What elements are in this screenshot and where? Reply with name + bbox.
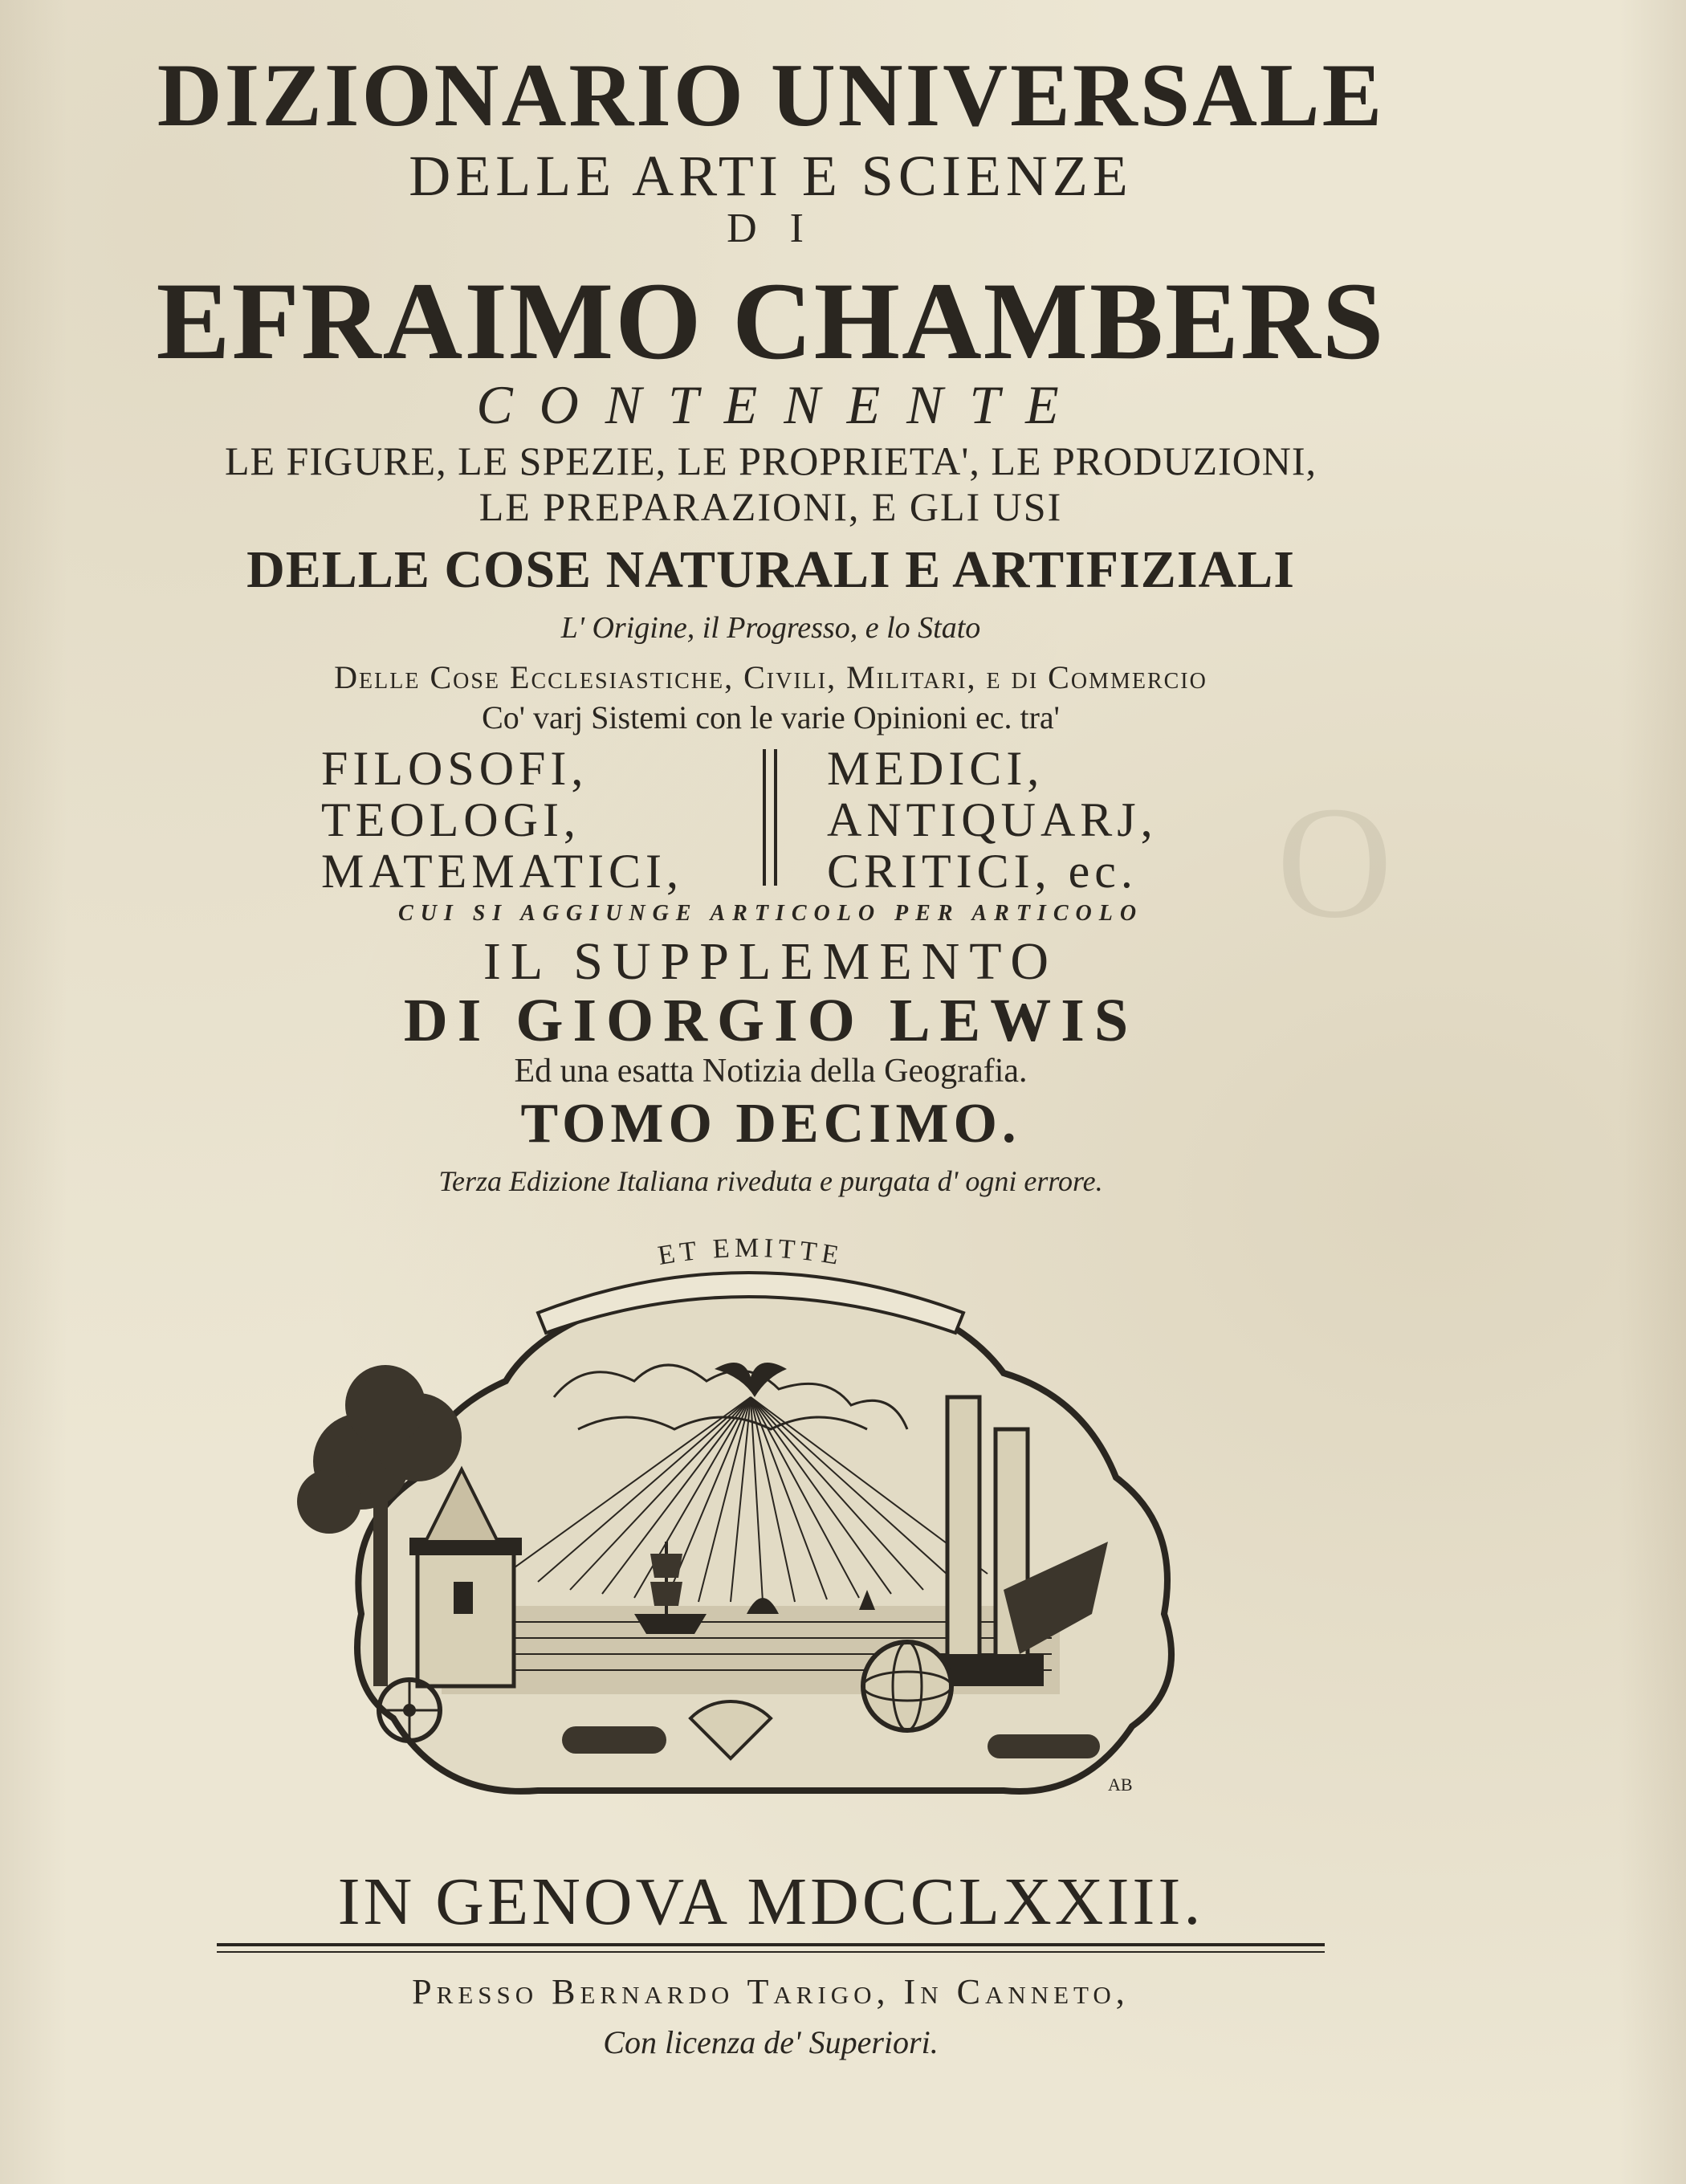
profession-critici: CRITICI, ec.	[827, 845, 1138, 898]
title-line-1: DIZIONARIO UNIVERSALE	[157, 46, 1385, 145]
aggiunge-line: CUI SI AGGIUNGE ARTICOLO PER ARTICOLO	[397, 901, 1144, 926]
sistemi-line: Co' varj Sistemi con le varie Opinioni ec. tra'	[482, 699, 1060, 735]
cose-line: DELLE COSE NATURALI E ARTIFIZIALI	[246, 540, 1295, 599]
cannon-icon	[379, 1680, 440, 1741]
notizia-line: Ed una esatta Notizia della Geografia.	[514, 1053, 1028, 1090]
imprint-rule-top	[217, 1943, 1325, 1946]
title-line-2: DELLE ARTI E SCIENZE	[409, 144, 1133, 208]
place-date-line: IN GENOVA MDCCLXXIII.	[337, 1864, 1204, 1939]
preparazioni-line: LE PREPARAZIONI, E GLI USI	[479, 484, 1063, 529]
profession-antiquarj: ANTIQUARJ,	[827, 793, 1158, 846]
imprint-rule-bottom	[217, 1951, 1325, 1953]
engraver-signature: AB	[1108, 1774, 1133, 1795]
edizione-line: Terza Edizione Italiana riveduta e purgata d' ogni errore.	[438, 1165, 1103, 1197]
giorgio-lewis-line: DI GIORGIO LEWIS	[403, 987, 1138, 1054]
author-name: EFRAIMO CHAMBERS	[156, 259, 1386, 382]
cannon-barrel-icon	[988, 1734, 1100, 1758]
contenente-line: C O N T E N E N T E	[476, 374, 1065, 435]
professions-list	[313, 742, 1277, 898]
ecclesiastiche-line: Delle Cose Ecclesiastiche, Civili, Militari, e di Commercio	[334, 659, 1207, 695]
scroll-icon	[562, 1726, 666, 1754]
professions-left	[321, 743, 683, 897]
licence-line: Con licenza de' Superiori.	[603, 2024, 939, 2060]
origine-line: L' Origine, il Progresso, e lo Stato	[560, 611, 981, 645]
globe-icon	[863, 1642, 951, 1730]
motto-text: ET EMITTE	[655, 1237, 846, 1272]
profession-teologi: TEOLOGI,	[321, 793, 580, 846]
profession-matematici: MATEMATICI,	[321, 845, 683, 898]
title-line-3: D I	[727, 206, 815, 251]
double-vertical-rule	[763, 749, 777, 886]
profession-medici: MEDICI,	[827, 742, 1045, 795]
supplemento-line: IL SUPPLEMENTO	[483, 932, 1059, 991]
professions-right	[827, 743, 1158, 897]
tomo-line: TOMO DECIMO.	[520, 1093, 1021, 1155]
publisher-line: Presso Bernardo Tarigo, In Canneto,	[412, 1972, 1130, 2011]
profession-filosofi: FILOSOFI,	[321, 742, 588, 795]
bleed-through-letter: O	[1277, 774, 1393, 951]
figure-line: LE FIGURE, LE SPEZIE, LE PROPRIETA', LE PRODUZIONI,	[224, 438, 1317, 483]
woodcut-vignette	[297, 1237, 1244, 1863]
